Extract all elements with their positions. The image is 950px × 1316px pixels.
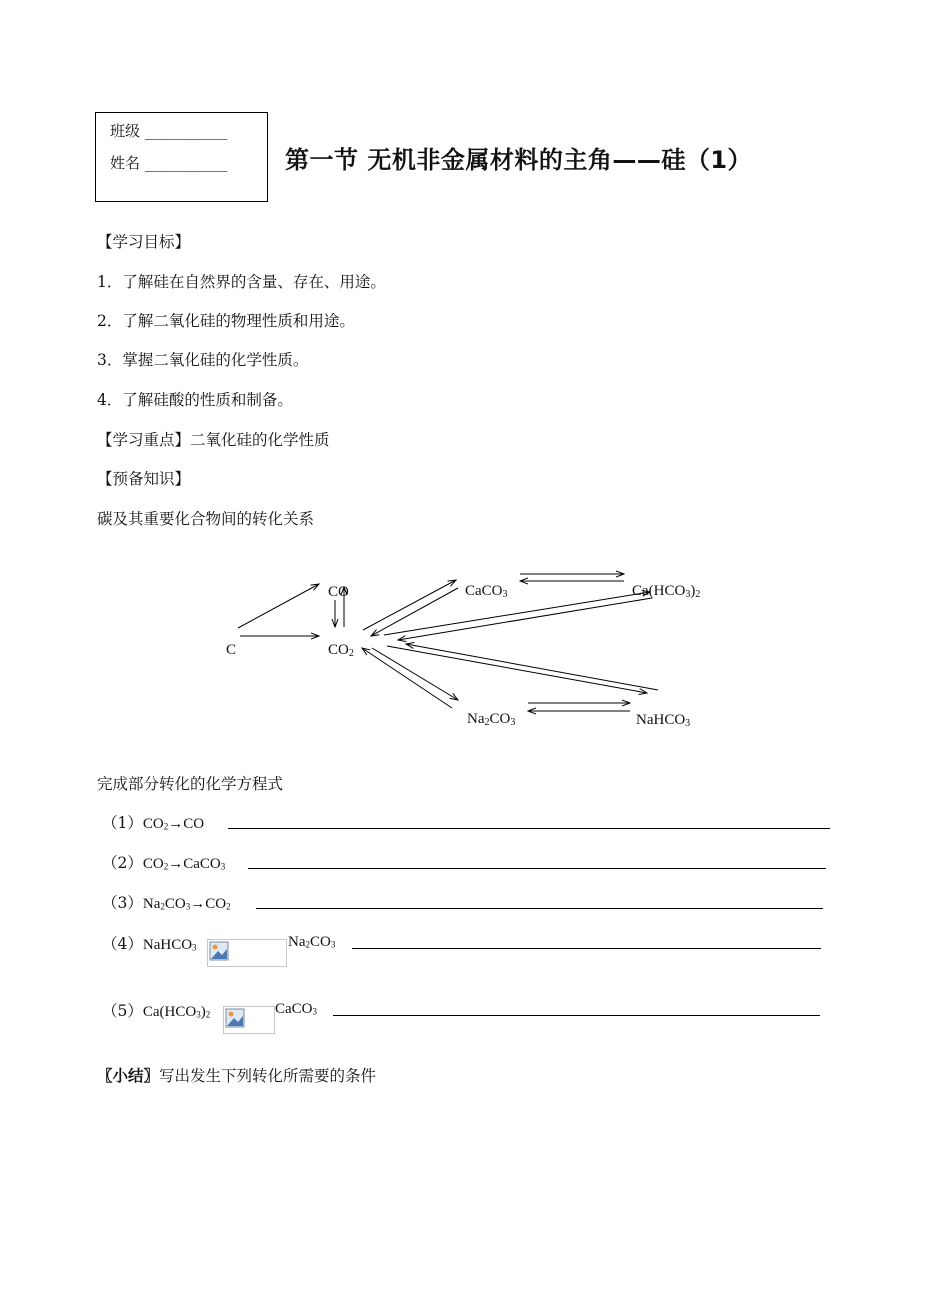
summary — [97, 1064, 376, 1086]
broken-image-icon — [225, 1008, 245, 1028]
class-field[interactable]: 班级 ___________ — [110, 122, 228, 140]
objective-item: 3．掌握二氧化硅的化学性质。 — [97, 351, 309, 369]
node-cahco3: Ca(HCO3)2 — [632, 583, 701, 600]
arrow-co2-to-nahco3 — [387, 646, 647, 693]
equation-4-product: $Na_2CO_3$ — [288, 934, 336, 950]
answer-blank-4[interactable] — [352, 948, 821, 949]
equation-2: $(2)CO_2\to CaCO_3$ — [102, 854, 226, 872]
summary-label: 〖小结〗 — [97, 1066, 160, 1085]
broken-image-placeholder — [223, 1006, 275, 1034]
prior-knowledge-intro: 碳及其重要化合物间的转化关系 — [97, 510, 315, 528]
answer-blank-5[interactable] — [333, 1015, 820, 1016]
carbon-conversion-diagram — [0, 560, 950, 740]
node-caco3: CaCO3 — [465, 583, 508, 600]
objectives-heading: 【学习目标】 — [97, 233, 191, 251]
summary-text: 写出发生下列转化所需要的条件 — [159, 1067, 377, 1085]
node-co2: CO2 — [328, 642, 354, 659]
broken-image-placeholder — [207, 939, 287, 967]
name-field[interactable]: 姓名 ___________ — [110, 154, 228, 172]
class-name-box — [95, 112, 268, 202]
equation-4: （4）NaHCO$_3$ — [102, 935, 197, 953]
answer-blank-2[interactable] — [248, 868, 826, 869]
answer-blank-3[interactable] — [256, 908, 823, 909]
arrow-na2co3-to-co2 — [362, 648, 452, 708]
node-na2co3: Na2CO3 — [467, 711, 516, 728]
broken-image-icon — [209, 941, 229, 961]
arrow-co2-to-cahco3 — [384, 592, 650, 635]
arrow-co2-to-caco3 — [363, 580, 456, 630]
objective-item: 2．了解二氧化硅的物理性质和用途。 — [97, 312, 355, 330]
node-nahco3: NaHCO3 — [636, 712, 691, 729]
key-point: 【学习重点】二氧化硅的化学性质 — [97, 431, 330, 449]
node-c: C — [226, 642, 237, 658]
equation-1: $(1)CO_2\to CO$ — [102, 814, 205, 832]
equation-5: $(5)Ca(HCO_3)_2$ — [102, 1002, 211, 1020]
objective-item: 4．了解硅酸的性质和制备。 — [97, 391, 293, 409]
objective-item: 1．了解硅在自然界的含量、存在、用途。 — [97, 273, 386, 291]
arrow-co2-to-na2co3 — [372, 648, 458, 700]
prior-knowledge-heading: 【预备知识】 — [97, 470, 191, 488]
equation-5-product: CaCO$_3$ — [275, 1001, 317, 1017]
node-co: CO — [328, 584, 349, 600]
answer-blank-1[interactable] — [228, 828, 830, 829]
arrow-cahco3-to-co2 — [398, 598, 652, 640]
exercise-heading: 完成部分转化的化学方程式 — [97, 775, 284, 793]
page-title: 第一节 无机非金属材料的主角——硅（1） — [285, 146, 753, 174]
arrow-c-to-co — [238, 584, 319, 628]
arrow-nahco3-to-co2 — [406, 644, 658, 690]
arrow-caco3-to-co2 — [371, 588, 458, 636]
equation-3: $(3)Na_2CO_3\to CO_2$ — [102, 894, 231, 912]
